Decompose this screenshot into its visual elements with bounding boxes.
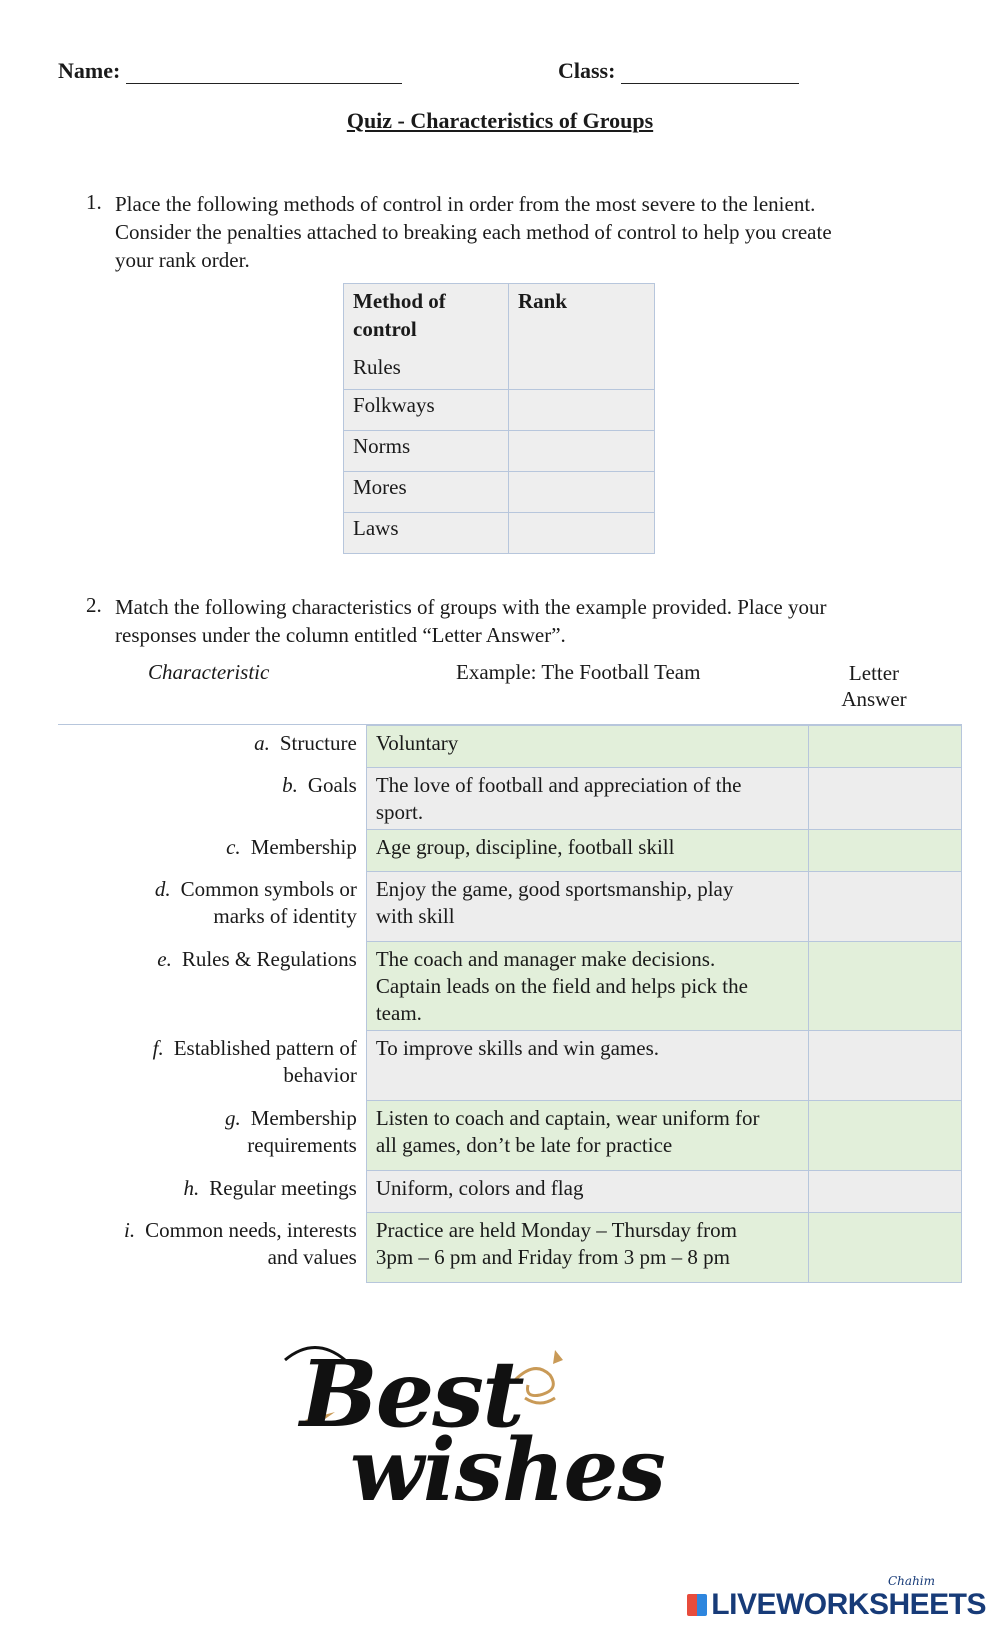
characteristic-text: Common symbols or <box>180 876 357 901</box>
question1-line: Place the following methods of control in order from the most severe to the lenient. <box>115 192 816 216</box>
method-header <box>353 287 499 343</box>
example-text: Enjoy the game, good sportsmanship, play <box>375 877 734 901</box>
best-wishes-line1: Best <box>300 1340 523 1448</box>
characteristic-text: marks of identity <box>213 903 357 928</box>
rank-input-cell[interactable] <box>509 390 655 431</box>
example-text: Captain leads on the field and helps pick the <box>375 974 748 998</box>
characteristic-cell <box>58 872 366 942</box>
row-letter: i. <box>124 1217 136 1242</box>
example-cell <box>366 1031 808 1101</box>
row-letter: a. <box>254 730 270 755</box>
example-cell <box>366 830 808 872</box>
letter-answer-header-line: Answer <box>841 687 907 711</box>
class-label: Class: <box>558 58 616 83</box>
row-letter: b. <box>282 772 298 797</box>
characteristics-table <box>58 725 962 1283</box>
characteristic-cell <box>58 1031 366 1101</box>
characteristic-cell <box>58 1213 366 1283</box>
example-text: all games, don’t be late for practice <box>375 1133 673 1157</box>
example-text: sport. <box>375 800 424 824</box>
letter-answer-cell[interactable] <box>808 942 961 1031</box>
example-text: Voluntary <box>375 731 459 755</box>
method-cell: Norms <box>344 431 509 472</box>
example-cell <box>366 768 808 830</box>
characteristic-text: and values <box>267 1244 357 1269</box>
characteristic-text: Rules & Regulations <box>181 946 357 971</box>
letter-answer-cell[interactable] <box>808 1213 961 1283</box>
question2-number: 2. <box>86 593 102 617</box>
method-header-line: control <box>353 317 417 341</box>
footer-logo <box>687 1588 986 1622</box>
letter-answer-header-line: Letter <box>848 661 900 685</box>
question2-line: responses under the column entitled “Letter Answer”. <box>115 623 566 647</box>
class-blank-line[interactable] <box>621 61 799 84</box>
name-blank-line[interactable] <box>126 61 402 84</box>
letter-answer-cell[interactable] <box>808 726 961 768</box>
method-cell: Laws <box>344 513 509 554</box>
characteristic-column-header: Characteristic <box>148 660 270 684</box>
example-cell <box>366 1101 808 1171</box>
example-text: team. <box>375 1001 422 1025</box>
row-letter: f. <box>152 1035 164 1060</box>
letter-answer-cell[interactable] <box>808 872 961 942</box>
rank-input-cell[interactable] <box>509 513 655 554</box>
letter-answer-cell[interactable] <box>808 1171 961 1213</box>
example-text: Practice are held Monday – Thursday from <box>375 1218 738 1242</box>
example-text: The coach and manager make decisions. <box>375 947 716 971</box>
characteristic-cell <box>58 942 366 1031</box>
example-text: Listen to coach and captain, wear uniform for <box>375 1106 760 1130</box>
method-cell: Mores <box>344 472 509 513</box>
name-field <box>58 58 402 84</box>
question2-text <box>115 593 975 649</box>
letter-answer-cell[interactable] <box>808 1031 961 1101</box>
characteristic-cell <box>58 830 366 872</box>
characteristic-cell <box>58 726 366 768</box>
example-cell <box>366 872 808 942</box>
method-cell: Rules <box>353 355 401 379</box>
best-wishes-line2: wishes <box>350 1420 665 1521</box>
rank-header-cell[interactable] <box>509 284 655 390</box>
characteristic-cell <box>58 1101 366 1171</box>
example-column-header: Example: The Football Team <box>456 660 701 684</box>
characteristic-text: Goals <box>307 772 357 797</box>
example-cell <box>366 1171 808 1213</box>
row-letter: g. <box>224 1105 241 1130</box>
example-text: 3pm – 6 pm and Friday from 3 pm – 8 pm <box>375 1245 730 1269</box>
method-of-control-table <box>343 283 655 554</box>
question1-line: your rank order. <box>115 248 250 272</box>
characteristic-text: behavior <box>283 1062 357 1087</box>
example-text: Age group, discipline, football skill <box>375 835 675 859</box>
example-text: To improve skills and win games. <box>375 1036 660 1060</box>
method-header-line: Method of <box>353 289 446 313</box>
row-letter: c. <box>226 834 241 859</box>
characteristic-text: Common needs, interests <box>145 1217 357 1242</box>
characteristic-text: Established pattern of <box>173 1035 357 1060</box>
letter-answer-column-header <box>816 660 932 712</box>
example-text: The love of football and appreciation of the <box>375 773 742 797</box>
name-label: Name: <box>58 58 121 83</box>
question1-line: Consider the penalties attached to breaking each method of control to help you create <box>115 220 832 244</box>
characteristic-cell <box>58 1171 366 1213</box>
characteristic-text: Membership <box>250 834 357 859</box>
example-cell <box>366 1213 808 1283</box>
example-cell <box>366 726 808 768</box>
footer-site-name: LIVEWORKSHEETS <box>711 1588 986 1621</box>
row-letter: e. <box>157 946 172 971</box>
characteristic-text: requirements <box>247 1132 357 1157</box>
characteristic-cell <box>58 768 366 830</box>
page-title: Quiz - Characteristics of Groups <box>346 108 654 133</box>
liveworksheets-logo-icon <box>687 1594 707 1616</box>
brand-small-text: Chahim <box>888 1574 936 1588</box>
question2-line: Match the following characteristics of groups with the example provided. Place your <box>115 595 827 619</box>
question1-text <box>115 190 975 274</box>
example-text: Uniform, colors and flag <box>375 1176 584 1200</box>
rank-input-cell[interactable] <box>509 431 655 472</box>
letter-answer-cell[interactable] <box>808 830 961 872</box>
characteristic-text: Regular meetings <box>209 1175 357 1200</box>
letter-answer-cell[interactable] <box>808 1101 961 1171</box>
example-cell <box>366 942 808 1031</box>
question1-number: 1. <box>86 190 102 214</box>
characteristic-text: Membership <box>250 1105 357 1130</box>
method-cell: Folkways <box>344 390 509 431</box>
row-letter: d. <box>154 876 171 901</box>
rank-input-cell[interactable] <box>509 472 655 513</box>
example-text: with skill <box>375 904 455 928</box>
characteristic-text: Structure <box>279 730 357 755</box>
class-field <box>558 58 799 84</box>
letter-answer-cell[interactable] <box>808 768 961 830</box>
method-header-cell <box>344 284 509 390</box>
row-letter: h. <box>183 1175 200 1200</box>
rank-header: Rank <box>518 289 568 313</box>
